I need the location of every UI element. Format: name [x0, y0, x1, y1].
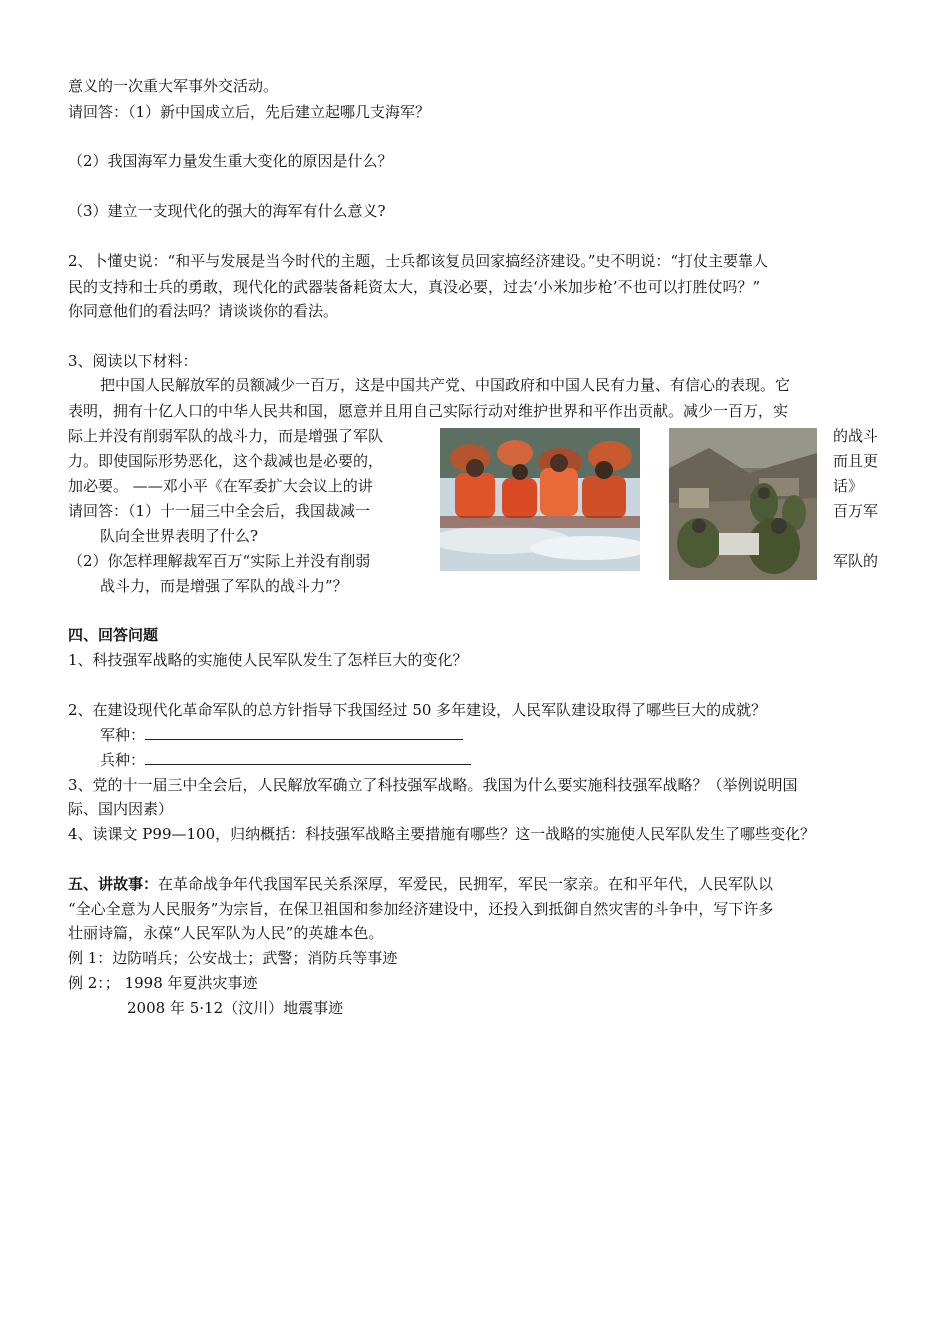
section2-line1: 2、卜懂史说：“和平与发展是当今时代的主题，士兵都该复员回家搞经济建设。”史不明说：“打仗主要靠人	[68, 252, 769, 270]
section3-para-line3-right: 的战斗	[833, 427, 879, 445]
section3-para-line5-right: 话》	[833, 477, 864, 495]
section3-q1-cont: 队向全世界表明了什么?	[100, 527, 259, 545]
bingzhong-blank[interactable]	[145, 750, 471, 765]
example-1: 例 1：边防哨兵；公安战士；武警；消防兵等事迹	[68, 949, 398, 967]
junzhong-blank[interactable]	[145, 725, 463, 740]
bingzhong-label: 兵种：	[100, 751, 146, 769]
question-2: （2）我国海军力量发生重大变化的原因是什么？	[68, 152, 393, 170]
junzhong-label: 军种：	[100, 726, 146, 744]
section5-line2: “全心全意为人民服务”为宗旨，在保卫祖国和参加经济建设中，还投入到抵御自然灾害的斗争中，写下许多	[68, 900, 774, 918]
section4-q3-line2: 际、国内因素）	[68, 800, 174, 818]
section4-q3-line1: 3、党的十一届三中全会后，人民解放军确立了科技强军战略。我国为什么要实施科技强军战略？（举例说明国	[68, 776, 798, 794]
section5-title: 五、讲故事：	[68, 875, 159, 893]
section3-title: 3、阅读以下材料：	[68, 352, 198, 370]
example-2: 例 2：； 1998 年夏洪灾事迹	[68, 974, 258, 992]
intro-line: 意义的一次重大军事外交活动。	[68, 77, 279, 95]
section4-title: 四、回答问题	[68, 626, 159, 644]
section4-q2: 2、在建设现代化革命军队的总方针指导下我国经过 50 多年建设，人民军队建设取得了哪些巨大的成就？	[68, 701, 767, 719]
section3-q2-cont: 战斗力，而是增强了军队的战斗力”？	[100, 577, 348, 595]
section5-line3: 壮丽诗篇，永葆“人民军队为人民”的英雄本色。	[68, 924, 384, 942]
example-2-cont: 2008 年 5·12（汶川）地震事迹	[127, 999, 344, 1017]
section3-q1-left: 请回答：（1）十一届三中全会后，我国裁减一	[68, 502, 371, 520]
flood-rescue-photo	[440, 428, 640, 571]
section4-q4: 4、读课文 P99—100，归纳概括：科技强军战略主要措施有哪些？这一战略的实施使人民军队发生了哪些变化？	[68, 825, 816, 843]
section3-para-line5-left: 加必要。 ——邓小平《在军委扩大会议上的讲	[68, 477, 373, 495]
section3-para-line1: 把中国人民解放军的员额减少一百万，这是中国共产党、中国政府和中国人民有力量、有信心的表现。它	[100, 376, 791, 394]
section4-q1: 1、科技强军战略的实施使人民军队发生了怎样巨大的变化？	[68, 651, 468, 669]
section3-para-line2: 表明，拥有十亿人口的中华人民共和国，愿意并且用自己实际行动对维护世界和平作出贡献。减少一百万，实	[68, 402, 789, 420]
section5-text: 在革命战争年代我国军民关系深厚，军爱民，民拥军，军民一家亲。在和平年代，人民军队以	[158, 875, 774, 893]
section3-para-line4-left: 力。即使国际形势恶化，这个裁减也是必要的，	[68, 452, 384, 470]
section3-q2-left: （2）你怎样理解裁军百万“实际上并没有削弱	[68, 552, 371, 570]
section3-para-line4-right: 而且更	[833, 452, 879, 470]
section3-q1-right: 百万军	[833, 502, 879, 520]
section3-q2-right: 军队的	[833, 552, 879, 570]
section3-para-line3-left: 际上并没有削弱军队的战斗力，而是增强了军队	[68, 427, 384, 445]
bingzhong-row	[100, 750, 471, 770]
question-3: （3）建立一支现代化的强大的海军有什么意义?	[68, 202, 386, 220]
earthquake-rescue-photo	[669, 428, 817, 580]
junzhong-row	[100, 725, 463, 745]
question-1: 请回答：（1）新中国成立后，先后建立起哪几支海军？	[68, 103, 431, 121]
section2-line3: 你同意他们的看法吗？请谈谈你的看法。	[68, 302, 339, 320]
section2-line2: 民的支持和士兵的勇敢，现代化的武器装备耗资太大，真没必要，过去‘小米加步枪’不也可以打胜仗吗？”	[68, 278, 761, 296]
section5-line1	[68, 874, 773, 894]
